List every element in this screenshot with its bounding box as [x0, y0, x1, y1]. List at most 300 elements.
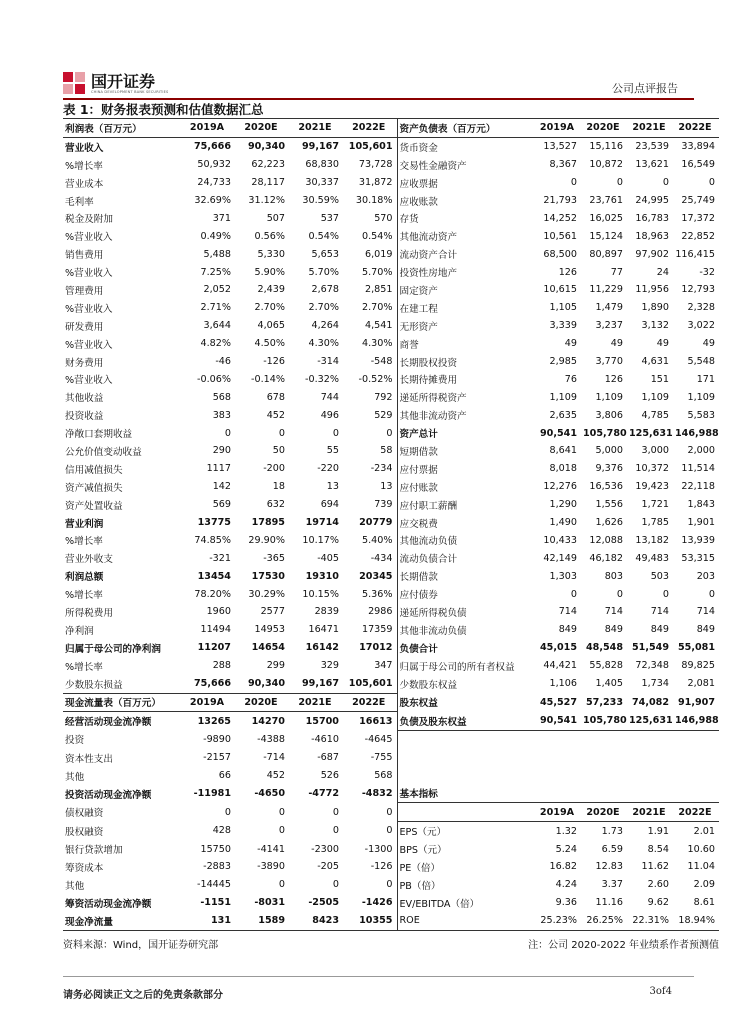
balance-row-value: 42,149: [543, 552, 577, 564]
income-row-value: 105,601: [348, 678, 393, 690]
balance-row-label: 其他非流动负债: [397, 621, 535, 639]
income-row-value: -365: [263, 552, 285, 564]
income-row-value: 78.20%: [194, 588, 231, 600]
balance-row-value: 1,405: [595, 678, 623, 690]
income-row-value: 20779: [359, 517, 393, 529]
balance-row-value: 503: [650, 570, 669, 582]
balance-year: 2022E: [673, 119, 719, 138]
table-row: [63, 353, 719, 371]
indicators-row-label: PE（倍）: [397, 858, 535, 876]
income-row-value: 739: [374, 499, 393, 511]
cashflow-row-label: 资本性支出: [65, 753, 113, 765]
balance-row-value: 80,897: [589, 248, 623, 260]
income-row-value: 452: [266, 409, 285, 421]
income-row-value: 0.54%: [308, 230, 339, 242]
table-row: [63, 784, 719, 802]
income-row-value: 4,065: [257, 320, 285, 332]
cashflow-year: 2022E: [343, 693, 397, 712]
balance-row-value: 116,415: [675, 248, 715, 260]
balance-row-value: 44,421: [543, 660, 577, 672]
empty-cell: [535, 730, 581, 748]
income-row-value: -0.52%: [358, 373, 393, 385]
income-row-value: 0: [386, 427, 393, 439]
cashflow-row-value: -4650: [254, 788, 285, 800]
income-row-label: 研发费用: [65, 321, 104, 333]
income-year: 2019A: [181, 119, 235, 138]
table-row: [63, 693, 719, 712]
income-row-value: 17895: [251, 517, 285, 529]
income-row-value: 2,439: [257, 284, 285, 296]
income-row-value: 0.54%: [362, 230, 393, 242]
indicators-row-value: 6.59: [601, 843, 623, 855]
balance-row-value: 16,783: [635, 212, 669, 224]
table-row: [63, 119, 719, 138]
logo-english: CHINA DEVELOPMENT BANK SECURITIES: [91, 89, 169, 94]
empty-cell: [581, 767, 627, 785]
balance-row-value: 0: [662, 177, 669, 189]
balance-row-label: 少数股东权益: [397, 675, 535, 693]
table-row: [63, 876, 719, 894]
income-row-value: 68,830: [305, 159, 339, 171]
balance-row-label: 其他流动资产: [397, 227, 535, 245]
income-row-value: 19310: [305, 570, 339, 582]
income-year: 2022E: [343, 119, 397, 138]
balance-row-value: 1,109: [549, 391, 577, 403]
indicators-row-value: 18.94%: [673, 912, 719, 930]
table-row: [63, 567, 719, 585]
balance-row-value: 3,770: [595, 356, 623, 368]
table-row: [63, 531, 719, 549]
indicators-row-value: 2.01: [693, 825, 715, 837]
balance-row-value: 23,761: [589, 195, 623, 206]
income-row-value: -126: [263, 356, 285, 368]
balance-row-value: 5,583: [687, 409, 715, 421]
balance-row-label: 长期待摊费用: [397, 370, 535, 388]
indicators-row-value: 4.24: [555, 879, 577, 891]
income-row-label: %增长率: [65, 661, 103, 673]
balance-row-label: 流动负债合计: [397, 549, 535, 567]
income-row-value: 6,019: [365, 248, 393, 260]
balance-row-value: 1,109: [595, 391, 623, 403]
table-row: [63, 281, 719, 299]
table-row: [63, 137, 719, 155]
empty-cell: [673, 749, 719, 767]
income-row-value: 4.30%: [308, 338, 339, 350]
balance-row-label: 应付账款: [397, 478, 535, 496]
table-row: [63, 496, 719, 514]
balance-row-value: 0: [708, 588, 715, 600]
income-row-value: 20345: [359, 570, 393, 582]
balance-row-value: 1,626: [595, 517, 623, 529]
table-row: [63, 621, 719, 639]
income-row-value: 2,052: [203, 284, 231, 296]
balance-row-value: 5,548: [687, 356, 715, 368]
balance-row-value: 4,631: [641, 356, 669, 368]
cashflow-row-value: 14270: [251, 715, 285, 727]
empty-cell: [397, 749, 535, 767]
balance-row-value: 16,536: [589, 481, 623, 493]
income-row-value: 4,541: [365, 320, 393, 332]
table-row: [63, 912, 719, 930]
balance-row-label: 应收账款: [397, 192, 535, 210]
table-row: [63, 894, 719, 912]
indicators-row-value: 2.60: [647, 879, 669, 891]
balance-row-value: 1,109: [641, 391, 669, 403]
income-row-value: 55: [326, 445, 339, 457]
balance-row-value: 2,328: [687, 302, 715, 314]
table-row: [63, 603, 719, 621]
cashflow-row-label: 其他: [65, 880, 85, 892]
balance-row-value: 49: [610, 338, 623, 350]
empty-cell: [673, 730, 719, 748]
table-row: [63, 174, 719, 192]
income-row-value: 529: [374, 409, 393, 421]
income-row-value: 7.25%: [200, 266, 231, 278]
cashflow-row-value: -126: [370, 861, 393, 873]
balance-row-value: 14,252: [543, 212, 577, 224]
income-row-value: -200: [263, 463, 285, 475]
balance-row-value: 849: [558, 624, 577, 636]
empty-cell: [627, 749, 673, 767]
table-row: [63, 749, 719, 767]
income-row-value: 17530: [251, 570, 285, 582]
income-row-value: 4,264: [311, 320, 339, 332]
empty-cell: [673, 767, 719, 785]
income-row-value: 2,678: [311, 284, 339, 296]
indicators-row-label: ROE: [397, 912, 535, 930]
indicators-year: 2022E: [673, 803, 719, 822]
income-title: 利润表（百万元）: [63, 119, 181, 138]
balance-row-value: 21,793: [543, 195, 577, 206]
table-row: [63, 370, 719, 388]
table-row: [63, 209, 719, 227]
table-row: [63, 822, 719, 840]
income-row-value: 1117: [206, 463, 231, 475]
income-row-value: 31.12%: [248, 195, 285, 206]
cashflow-row-value: -4832: [361, 788, 393, 800]
income-row-label: 少数股东损益: [65, 679, 123, 691]
indicators-row-value: 3.37: [601, 879, 623, 891]
income-row-value: 0: [278, 427, 285, 439]
balance-row-value: 90,541: [535, 712, 581, 730]
balance-row-label: 固定资产: [397, 281, 535, 299]
balance-row-value: 18,963: [635, 230, 669, 242]
cashflow-row-value: -2505: [308, 897, 339, 909]
balance-title: 资产负债表（百万元）: [397, 119, 535, 138]
balance-row-label: 投资性房地产: [397, 263, 535, 281]
income-row-value: -434: [370, 552, 393, 564]
income-row-value: 0.49%: [200, 230, 231, 242]
table-row: [63, 712, 719, 730]
balance-row-value: 53,315: [681, 552, 715, 564]
indicators-year: 2020E: [581, 803, 627, 822]
balance-row-value: 15,116: [589, 141, 623, 153]
cashflow-row-value: 0: [278, 879, 285, 891]
balance-row-value: 33,894: [681, 141, 715, 153]
balance-row-value: 849: [650, 624, 669, 636]
balance-row-label: 货币资金: [397, 137, 535, 155]
income-row-value: 14953: [254, 624, 285, 636]
balance-row-label: 商誉: [397, 335, 535, 353]
balance-row-label: 无形资产: [397, 317, 535, 335]
balance-row-value: 1,479: [595, 302, 623, 314]
cashflow-row-value: -4645: [364, 733, 393, 745]
balance-row-value: 10,372: [635, 463, 669, 475]
income-row-value: 58: [380, 445, 393, 457]
empty-cell: [627, 730, 673, 748]
income-row-value: -548: [370, 356, 393, 368]
table-row: [63, 424, 719, 442]
empty-cell: [581, 730, 627, 748]
balance-row-label: 应付票据: [397, 460, 535, 478]
balance-row-value: 0: [570, 588, 577, 600]
indicators-row-label: PB（倍）: [397, 876, 535, 894]
balance-row-label: 长期借款: [397, 567, 535, 585]
balance-row-value: 2,985: [549, 356, 577, 368]
balance-row-value: 0: [708, 177, 715, 189]
indicators-row-label: EV/EBITDA（倍）: [397, 894, 535, 912]
empty-cell: [535, 784, 581, 802]
balance-row-label: 其他非流动资产: [397, 406, 535, 424]
cashflow-row-value: -14445: [197, 879, 231, 891]
indicators-title: 基本指标: [397, 784, 535, 802]
income-row-value: 16471: [308, 624, 339, 636]
table-row: [63, 730, 719, 748]
balance-row-label: 资产总计: [397, 424, 535, 442]
logo-icon: [63, 72, 85, 94]
income-row-value: 744: [320, 391, 339, 403]
balance-row-label: 长期股权投资: [397, 353, 535, 371]
balance-row-value: 23,539: [635, 141, 669, 153]
balance-row-label: 股东权益: [397, 693, 535, 712]
balance-row-value: 16,025: [589, 212, 623, 224]
table-row: [63, 639, 719, 657]
income-row-value: 13: [380, 481, 393, 493]
balance-row-value: 126: [604, 373, 623, 385]
income-row-value: 569: [212, 499, 231, 511]
indicators-row-label: EPS（元）: [397, 822, 535, 840]
cashflow-row-value: 0: [332, 806, 339, 818]
indicators-row-value: 25.23%: [535, 912, 581, 930]
income-row-value: 74.85%: [194, 534, 231, 546]
income-row-value: 570: [374, 212, 393, 224]
balance-row-value: 1,290: [549, 499, 577, 511]
income-row-value: 4.30%: [362, 338, 393, 350]
balance-row-label: 负债合计: [397, 639, 535, 657]
income-row-label: 管理费用: [65, 285, 104, 297]
income-row-value: 75,666: [193, 678, 231, 690]
balance-row-value: 8,018: [549, 463, 577, 475]
income-row-value: 2,851: [365, 284, 393, 296]
balance-row-value: 1,106: [549, 678, 577, 690]
income-row-value: 5,653: [311, 248, 339, 260]
balance-row-value: 125,631: [629, 427, 673, 439]
indicators-year: 2021E: [627, 803, 673, 822]
indicators-row-value: 1.73: [601, 825, 623, 837]
balance-row-value: 13,621: [635, 159, 669, 171]
balance-row-value: 714: [604, 606, 623, 618]
income-row-value: 30.59%: [302, 195, 339, 206]
income-row-value: 16142: [305, 642, 339, 654]
income-row-label: 归属于母公司的净利润: [65, 643, 161, 655]
cashflow-row-label: 经营活动现金流净额: [65, 717, 152, 729]
income-row-value: 2.70%: [308, 302, 339, 314]
indicators-row-value: 10.60: [687, 843, 715, 855]
income-row-value: 347: [374, 660, 393, 672]
income-year: 2020E: [235, 119, 289, 138]
balance-row-value: 3,339: [549, 320, 577, 332]
table-row: [63, 514, 719, 532]
balance-row-value: 22,118: [681, 481, 715, 493]
indicators-row-value: 12.83: [595, 861, 623, 873]
income-row-value: -46: [215, 356, 231, 368]
empty-cell: [627, 784, 673, 802]
income-row-value: 24,733: [197, 177, 231, 189]
income-row-value: 31,872: [358, 177, 393, 189]
indicators-row-label: BPS（元）: [397, 840, 535, 858]
income-row-value: 75,666: [193, 141, 231, 153]
company-logo: [63, 72, 168, 94]
cashflow-row-value: -1300: [364, 843, 393, 855]
income-row-value: 0: [332, 427, 339, 439]
empty-cell: [581, 749, 627, 767]
indicators-year: 2019A: [535, 803, 581, 822]
income-row-value: 2.71%: [200, 302, 231, 314]
balance-row-value: 46,182: [589, 552, 623, 564]
table-row: [63, 192, 719, 210]
cashflow-row-value: 0: [386, 879, 393, 891]
balance-row-value: 77: [610, 266, 623, 278]
cashflow-row-value: 10355: [343, 912, 397, 930]
cashflow-row-value: -755: [370, 752, 393, 764]
balance-row-value: 126: [558, 266, 577, 278]
balance-row-value: 22,852: [681, 230, 715, 242]
cashflow-title: 现金流量表（百万元）: [63, 693, 181, 712]
balance-row-value: 12,088: [589, 534, 623, 546]
income-row-value: 507: [266, 212, 285, 224]
table-row: [63, 317, 719, 335]
income-row-value: 19714: [305, 517, 339, 529]
income-row-value: 4.50%: [254, 338, 285, 350]
income-row-value: 29.90%: [248, 534, 285, 546]
balance-row-value: 1,109: [687, 391, 715, 403]
cashflow-row-value: 428: [212, 825, 231, 837]
cashflow-row-label: 现金净流量: [63, 912, 181, 930]
balance-row-value: 49: [702, 338, 715, 350]
income-row-value: -0.14%: [251, 373, 285, 385]
balance-row-value: 13,527: [543, 141, 577, 153]
income-row-value: 1960: [206, 606, 231, 618]
income-row-value: 4.82%: [200, 338, 231, 350]
balance-row-value: 8,367: [549, 159, 577, 171]
indicators-row-value: 9.62: [647, 897, 669, 909]
income-row-value: 18: [272, 481, 285, 493]
indicators-row-value: 8.61: [693, 897, 715, 909]
indicators-row-value: 16.82: [549, 861, 577, 873]
income-row-label: 净敞口套期收益: [65, 429, 133, 441]
income-row-label: 信用减值损失: [65, 464, 123, 476]
balance-row-value: 11,229: [589, 284, 623, 296]
cashflow-row-value: 0: [386, 806, 393, 818]
balance-row-label: 递延所得税资产: [397, 388, 535, 406]
data-source: 资料来源：Wind，国开证券研究部: [63, 940, 219, 951]
income-row-value: 17012: [359, 642, 393, 654]
income-row-label: 其他收益: [65, 393, 104, 405]
indicators-row-value: 1.91: [647, 825, 669, 837]
table-row: [63, 478, 719, 496]
balance-row-value: 1,734: [641, 678, 669, 690]
footer-divider: [63, 976, 694, 977]
table-row: [63, 460, 719, 478]
income-row-value: 288: [212, 660, 231, 672]
balance-row-label: 应付债券: [397, 585, 535, 603]
empty-cell: [397, 730, 535, 748]
cashflow-row-value: 16613: [359, 715, 393, 727]
income-row-value: 2.70%: [254, 302, 285, 314]
balance-row-value: 48,548: [585, 642, 623, 654]
balance-row-value: 3,022: [687, 320, 715, 332]
balance-row-value: 55,081: [677, 642, 715, 654]
balance-row-value: 12,276: [543, 481, 577, 493]
income-row-value: -0.06%: [197, 373, 231, 385]
balance-row-value: 849: [696, 624, 715, 636]
balance-row-value: 0: [570, 177, 577, 189]
empty-cell: [535, 749, 581, 767]
income-row-value: 142: [212, 481, 231, 493]
income-row-label: 营业利润: [65, 518, 104, 530]
income-row-label: 营业收入: [65, 142, 104, 154]
income-row-value: 11494: [200, 624, 231, 636]
income-row-value: 5.36%: [362, 588, 393, 600]
balance-row-label: 短期借款: [397, 442, 535, 460]
balance-row-value: 3,806: [595, 409, 623, 421]
balance-row-value: 1,890: [641, 302, 669, 314]
income-row-value: 99,167: [301, 141, 339, 153]
income-row-label: %营业收入: [65, 268, 113, 280]
income-row-value: 28,117: [251, 177, 285, 189]
cashflow-year: 2020E: [235, 693, 289, 712]
cashflow-row-label: 银行贷款增加: [65, 845, 123, 857]
income-row-value: -234: [370, 463, 393, 475]
income-row-value: 2577: [260, 606, 285, 618]
cashflow-row-value: 452: [266, 770, 285, 781]
income-row-value: 11207: [197, 642, 231, 654]
income-row-label: %营业收入: [65, 375, 113, 387]
income-row-value: -321: [209, 552, 231, 564]
balance-row-value: 714: [558, 606, 577, 618]
forecast-note: 注：公司 2020-2022 年业绩系作者预测值: [528, 940, 719, 951]
balance-row-value: 51,549: [631, 642, 669, 654]
cashflow-row-value: -3890: [257, 861, 285, 873]
balance-row-value: 24: [656, 266, 669, 278]
income-year: 2021E: [289, 119, 343, 138]
income-row-value: 496: [320, 409, 339, 421]
balance-row-value: 10,615: [543, 284, 577, 296]
income-row-value: 678: [266, 391, 285, 403]
balance-row-label: 存货: [397, 209, 535, 227]
cashflow-row-label: 其他: [65, 771, 85, 783]
balance-row-value: 1,556: [595, 499, 623, 511]
balance-row-value: 12,793: [681, 284, 715, 296]
income-row-value: 2839: [314, 606, 339, 618]
balance-row-value: 10,433: [543, 534, 577, 546]
income-row-value: 383: [212, 409, 231, 421]
balance-row-value: 10,561: [543, 230, 577, 242]
table-row: [63, 156, 719, 174]
cashflow-row-value: 0: [278, 806, 285, 818]
income-row-label: %营业收入: [65, 303, 113, 315]
indicators-row-value: 11.16: [595, 897, 623, 909]
